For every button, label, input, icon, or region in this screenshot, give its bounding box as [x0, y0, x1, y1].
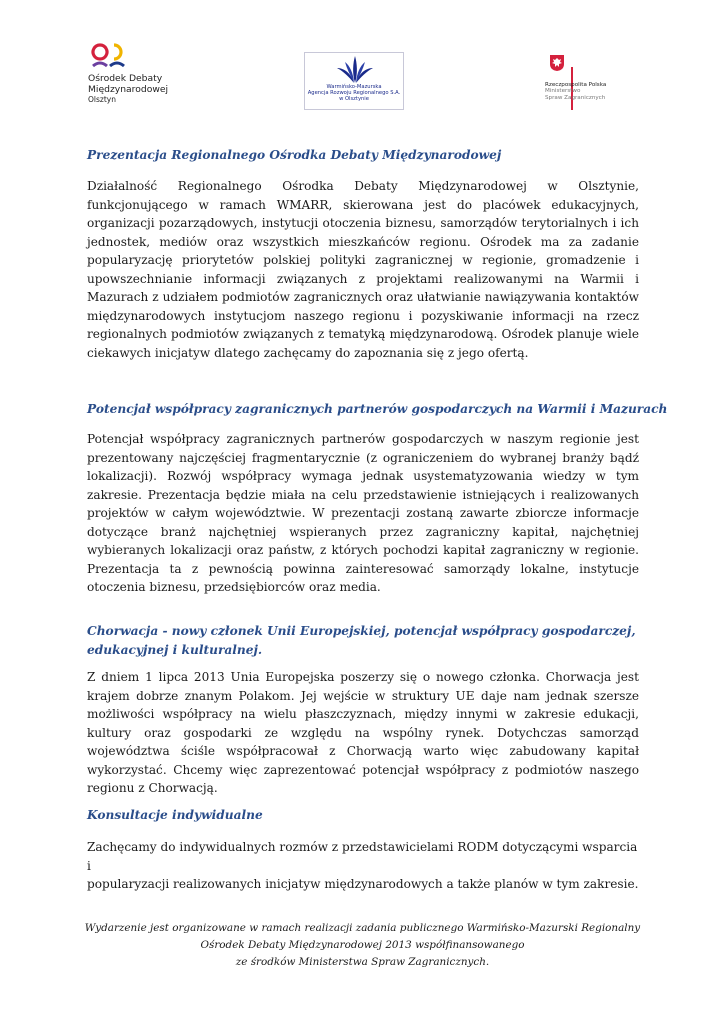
section-heading-croatia — [87, 622, 636, 659]
section-body-consultations-line1: Zachęcamy do indywidualnych rozmów z przedstawicielami RODM dotyczącymi wsparcia i — [87, 840, 638, 873]
footer-line3: ze środków Ministerstwa Spraw Zagranicznych. — [235, 955, 490, 968]
footer-line2: Ośrodek Debaty Międzynarodowej 2013 współfinansowanego — [200, 938, 525, 951]
section-body-consultations-line2: popularyzacji realizowanych inicjatyw międzynarodowych a także planów w tym zakresie. — [87, 877, 639, 891]
wmarr-logo — [304, 52, 404, 110]
odm-logo-line3: Olsztyn — [88, 95, 116, 104]
wmarr-logo-line1: Warmińsko-Mazurska — [326, 84, 382, 90]
section-heading-potential: Potencjał współpracy zagranicznych partnerów gospodarczych na Warmii i Mazurach — [87, 402, 668, 416]
msz-logo-line1: Rzeczpospolita Polska — [545, 82, 607, 88]
section-heading-croatia-line1: Chorwacja - nowy członek Unii Europejskiej, potencjał współpracy gospodarczej, — [87, 624, 636, 638]
section-body-croatia: Z dniem 1 lipca 2013 Unia Europejska poszerzy się o nowego członka. Chorwacja jest krajem dobrze znanym Polakom. Jej wejście w struktury UE daje nam jednak szersze możliwości współpracy na wielu płaszczyznach, między innymi w zakresie edukacji, kultury oraz gospodarki ze względu na wspólny rynek. Dotychczas samorząd województwa ściśle współpracował z Chorwacją warto więc zabudowany kapitał wykorzystać. Chcemy więc zaprezentować potencjał współpracy z podmiotów naszego regionu z Chorwacją. — [87, 670, 639, 795]
odm-logo — [88, 42, 188, 112]
wmarr-logo-line3: w Olsztynie — [339, 96, 369, 103]
section-body-consultations — [87, 838, 639, 894]
msz-logo-line2: Ministerstwo — [545, 88, 581, 95]
msz-logo-line3: Spraw Zagranicznych — [545, 94, 606, 101]
odm-logo-line2: Międzynarodowej — [88, 83, 169, 95]
footer-line1: Wydarzenie jest organizowane w ramach realizacji zadania publicznego Warmińsko-Mazurski Regionalny — [84, 922, 641, 934]
wmarr-logo-line2: Agencja Rozwoju Regionalnego S.A. — [307, 90, 401, 97]
msz-logo — [541, 52, 637, 112]
section-body-potential: Potencjał współpracy zagranicznych partnerów gospodarczych w naszym regionie jest prezentowany najczęściej fragmentarycznie (z ograniczeniem do wybranej branży bądź lokalizacji). Rozwój współpracy wymaga jednak usystematyzowania wiedzy w tym zakresie. Prezentacja będzie miała na celu przedstawienie istniejących i realizowanych projektów w całym województwie. W prezentacji zostaną zawarte zbiorcze informacje dotyczące branż najchętniej wspieranych przez zagraniczny kapitał, najchętniej wybieranych lokalizacji oraz państw, z których pochodzi kapitał zagraniczny w regionie. Prezentacja ta z pewnością powinna zainteresować samorządy lokalne, instytucje otoczenia biznesu, przedsiębiorców oraz media. — [87, 432, 639, 594]
wmarr-flower-icon — [335, 55, 375, 85]
page-footer — [60, 920, 665, 970]
eagle-emblem-icon — [549, 54, 565, 72]
odm-logo-icon — [90, 42, 130, 72]
odm-logo-line1: Ośrodek Debaty — [88, 73, 163, 84]
section-body-rodm: Działalność Regionalnego Ośrodka Debaty Międzynarodowej w Olsztynie, funkcjonującego w ramach WMARR, skierowana jest do placówek edukacyjnych, organizacji pozarządowych, instytucji otoczenia biznesu, samorządów terytorialnych i ich jednostek, mediów oraz wszystkich mieszkańców regionu. Ośrodek ma za zadanie popularyzację priorytetów polskiej polityki zagranicznej w regionie, gromadzenie i upowszechnianie informacji związanych z projektami realizowanymi na Warmii i Mazurach z udziałem podmiotów zagranicznych oraz ułatwianie nawiązywania kontaktów międzynarodowych instytucjom naszego regionu i pozyskiwanie informacji na rzecz regionalnych podmiotów związanych z tematyką międzynarodową. Ośrodek planuje wiele ciekawych inicjatyw dlatego zachęcamy do zapoznania się z jego ofertą. — [87, 179, 639, 360]
section-heading-consultations: Konsultacje indywidualne — [87, 808, 263, 822]
section-heading-rodm: Prezentacja Regionalnego Ośrodka Debaty Międzynarodowej — [87, 148, 502, 162]
section-heading-croatia-line2: edukacyjnej i kulturalnej. — [87, 642, 263, 657]
